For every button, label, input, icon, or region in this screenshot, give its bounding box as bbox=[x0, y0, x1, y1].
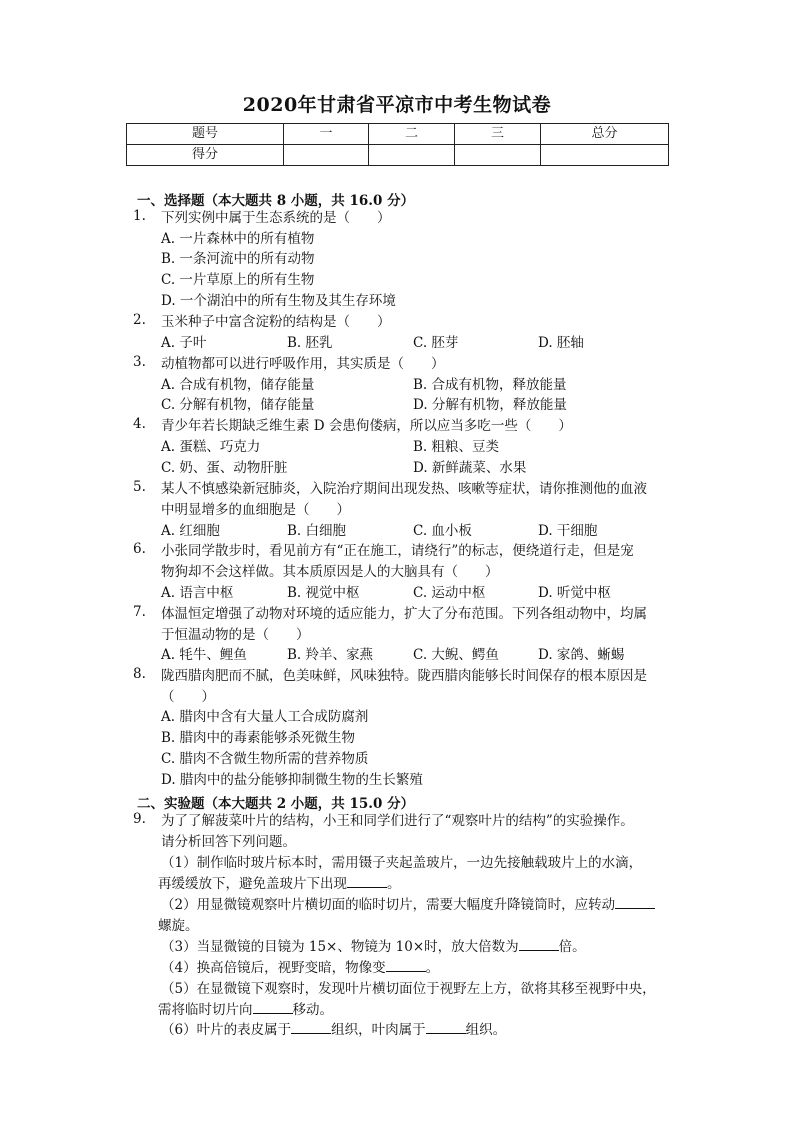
question-number: 5. bbox=[133, 479, 146, 495]
question-3 bbox=[133, 354, 673, 375]
sub-question-text: 倍。 bbox=[558, 939, 586, 955]
option-c: C. 分解有机物，储存能量 bbox=[161, 397, 315, 413]
option-d: D. 听觉中枢 bbox=[538, 585, 611, 601]
sub-question-text: 需将临时切片向 bbox=[158, 1002, 253, 1018]
option-a: A. 语言中枢 bbox=[161, 585, 234, 601]
question-1 bbox=[133, 208, 673, 229]
option-d: D. 干细胞 bbox=[538, 523, 598, 539]
punctuation: 。 bbox=[425, 960, 440, 976]
sub-question-1 bbox=[158, 853, 673, 895]
option-b: B. 一条河流中的所有动物 bbox=[161, 251, 315, 267]
option-d: D. 腊肉中的盐分能够抑制微生物的生长繁殖 bbox=[161, 772, 423, 788]
option-c: C. 血小板 bbox=[413, 523, 472, 539]
answer-blank[interactable] bbox=[291, 1021, 331, 1034]
score-table-cell: 三 bbox=[455, 124, 541, 145]
score-table-cell: 二 bbox=[369, 124, 455, 145]
answer-blank[interactable] bbox=[426, 1021, 466, 1034]
question-4 bbox=[133, 416, 673, 437]
option-d: D. 胚轴 bbox=[538, 335, 584, 351]
score-table-header-row bbox=[127, 124, 669, 145]
answer-blank[interactable] bbox=[386, 959, 426, 972]
sub-question-text bbox=[158, 874, 673, 895]
option-d: D. 分解有机物，释放能量 bbox=[413, 397, 567, 413]
score-table-cell bbox=[284, 145, 369, 166]
sub-question-5 bbox=[158, 979, 673, 1021]
sub-question-6 bbox=[161, 1020, 673, 1041]
option-b: B. 合成有机物，释放能量 bbox=[413, 377, 567, 393]
question-stem-line-2: （ ） bbox=[161, 689, 215, 705]
question-8 bbox=[133, 666, 673, 708]
sub-question-text bbox=[161, 895, 673, 916]
question-6 bbox=[133, 541, 673, 583]
question-2 bbox=[133, 312, 673, 333]
sub-question-text: （1）制作临时玻片标本时，需用镊子夹起盖玻片，一边先接触载玻片上的水滴， bbox=[161, 855, 643, 871]
question-number: 6. bbox=[133, 541, 146, 557]
section-heading-choice: 一、选择题（本大题共 8 小题，共 16.0 分） bbox=[137, 193, 415, 209]
sub-question-text: （3）当显微镜的目镜为 15×、物镜为 10×时，放大倍数为 bbox=[161, 939, 519, 955]
option-a: A. 红细胞 bbox=[161, 523, 220, 539]
question-stem-line-1: 陇西腊肉肥而不腻，色美味鲜，风味独特。陇西腊肉能够长时间保存的根本原因是 bbox=[161, 668, 647, 684]
question-stem-line-2: 于恒温动物的是（ ） bbox=[161, 627, 310, 643]
option-b: B. 视觉中枢 bbox=[287, 585, 360, 601]
sub-question-4 bbox=[161, 958, 673, 979]
question-stem-line-2: 物狗却不会这样做。其本质原因是人的大脑具有（ ） bbox=[161, 564, 499, 580]
score-table-cell bbox=[369, 145, 455, 166]
sub-question-3 bbox=[161, 937, 673, 958]
question-5 bbox=[133, 479, 673, 521]
option-c: C. 腊肉不含微生物所需的营养物质 bbox=[161, 751, 369, 767]
question-stem-line-1: 为了了解菠菜叶片的结构，小王和同学们进行了“观察叶片的结构”的实验操作。 bbox=[161, 813, 634, 829]
question-number: 4. bbox=[133, 416, 146, 432]
question-number: 1. bbox=[133, 208, 146, 224]
option-a: A. 蛋糕、巧克力 bbox=[161, 439, 261, 455]
score-table-cell: 总分 bbox=[541, 124, 669, 145]
score-table-cell: 题号 bbox=[127, 124, 284, 145]
option-a: A. 合成有机物，储存能量 bbox=[161, 377, 315, 393]
score-table-cell: 得分 bbox=[127, 145, 284, 166]
answer-blank[interactable] bbox=[519, 938, 559, 951]
option-c: C. 运动中枢 bbox=[413, 585, 486, 601]
option-a: A. 牦牛、鲤鱼 bbox=[161, 647, 247, 663]
option-a: A. 腊肉中含有大量人工合成防腐剂 bbox=[161, 709, 369, 725]
option-b: B. 白细胞 bbox=[287, 523, 347, 539]
question-7 bbox=[133, 604, 673, 646]
sub-question-text: 组织。 bbox=[465, 1022, 507, 1038]
question-stem-line-1: 小张同学散步时，看见前方有“正在施工，请绕行”的标志，便绕道行走，但是宠 bbox=[161, 543, 634, 559]
question-stem: 玉米种子中富含淀粉的结构是（ ） bbox=[161, 314, 391, 330]
sub-question-text: （2）用显微镜观察叶片横切面的临时切片，需要大幅度升降镜筒时，应转动 bbox=[161, 897, 616, 913]
option-b: B. 粗粮、豆类 bbox=[413, 439, 500, 455]
option-b: B. 羚羊、家燕 bbox=[287, 647, 374, 663]
score-table-score-row bbox=[127, 145, 669, 166]
question-number: 3. bbox=[133, 354, 146, 370]
option-d: D. 家鸽、蜥蜴 bbox=[538, 647, 625, 663]
question-stem: 青少年若长期缺乏维生素 D 会患佝偻病，所以应当多吃一些（ ） bbox=[161, 418, 572, 434]
question-stem: 动植物都可以进行呼吸作用，其实质是（ ） bbox=[161, 356, 445, 372]
sub-question-text: 组织，叶肉属于 bbox=[331, 1022, 426, 1038]
question-stem-line-1: 体温恒定增强了动物对环境的适应能力，扩大了分布范围。下列各组动物中，均属 bbox=[161, 606, 647, 622]
score-table-cell bbox=[455, 145, 541, 166]
question-number: 2. bbox=[133, 312, 146, 328]
sub-question-text: （6）叶片的表皮属于 bbox=[161, 1022, 292, 1038]
option-d: D. 一个湖泊中的所有生物及其生存环境 bbox=[161, 293, 396, 309]
sub-question-text bbox=[158, 1000, 673, 1021]
score-table-cell bbox=[541, 145, 669, 166]
score-table-cell: 一 bbox=[284, 124, 369, 145]
option-c: C. 奶、蛋、动物肝脏 bbox=[161, 460, 288, 476]
question-stem: 下列实例中属于生态系统的是（ ） bbox=[161, 210, 391, 226]
option-b: B. 腊肉中的毒素能够杀死微生物 bbox=[161, 730, 356, 746]
section-heading-experiment: 二、实验题（本大题共 2 小题，共 15.0 分） bbox=[137, 796, 415, 812]
answer-blank[interactable] bbox=[615, 896, 655, 909]
sub-question-text: （5）在显微镜下观察时，发现叶片横切面位于视野左上方，欲将其移至视野中央， bbox=[161, 981, 656, 997]
question-number: 7. bbox=[133, 604, 146, 620]
score-table bbox=[126, 123, 669, 166]
sub-question-text: 移动。 bbox=[292, 1002, 333, 1018]
sub-question-2 bbox=[158, 895, 673, 937]
sub-question-text: （4）换高倍镜后，视野变暗，物像变 bbox=[161, 960, 386, 976]
option-a: A. 子叶 bbox=[161, 335, 207, 351]
answer-blank[interactable] bbox=[253, 1001, 293, 1014]
question-stem-line-2: 中明显增多的血细胞是（ ） bbox=[161, 502, 350, 518]
question-stem-line-1: 某人不慎感染新冠肺炎，入院治疗期间出现发热、咳嗽等症状，请你推测他的血液 bbox=[161, 481, 647, 497]
option-d: D. 新鲜蔬菜、水果 bbox=[413, 460, 527, 476]
option-a: A. 一片森林中的所有植物 bbox=[161, 231, 315, 247]
option-c: C. 胚芽 bbox=[413, 335, 459, 351]
question-stem-line-2: 请分析回答下列问题。 bbox=[161, 834, 296, 850]
option-c: C. 大鲵、鳄鱼 bbox=[413, 647, 499, 663]
question-number: 9. bbox=[133, 811, 146, 827]
sub-question-text: 再缓缓放下，避免盖玻片下出现 bbox=[158, 876, 347, 892]
option-c: C. 一片草原上的所有生物 bbox=[161, 272, 315, 288]
punctuation: 。 bbox=[387, 876, 401, 892]
question-number: 8. bbox=[133, 666, 146, 682]
question-9 bbox=[133, 811, 673, 853]
answer-blank[interactable] bbox=[347, 875, 387, 888]
option-b: B. 胚乳 bbox=[287, 335, 333, 351]
exam-title: 2020年甘肃省平凉市中考生物试卷 bbox=[242, 94, 552, 116]
sub-question-text: 螺旋。 bbox=[158, 918, 199, 934]
